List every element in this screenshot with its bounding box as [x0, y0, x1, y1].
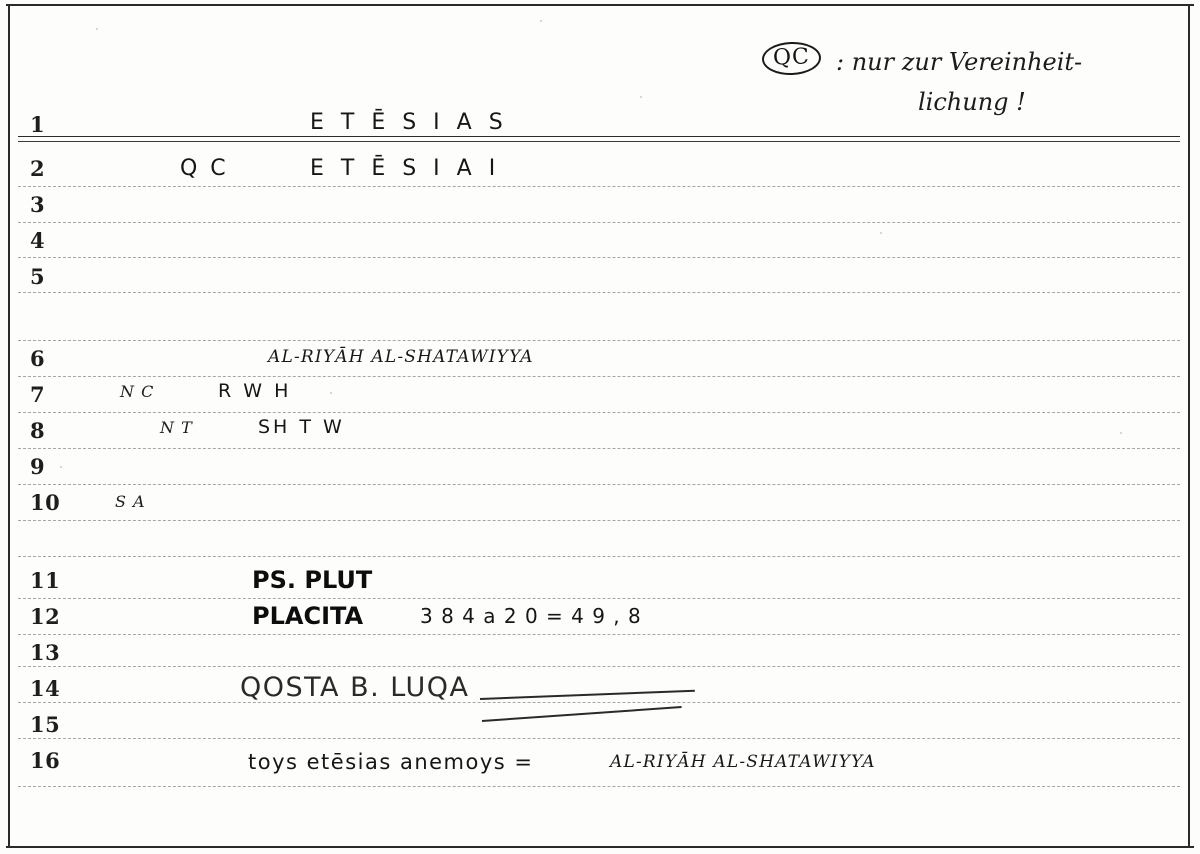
line-number-6: 6 [30, 346, 46, 371]
rule-line-4 [18, 257, 1180, 258]
entry-line-10-sigil-sa: S A [115, 492, 146, 511]
rule-line-8 [18, 448, 1180, 449]
entry-line-11-author: PS. PLUT [252, 566, 373, 594]
entry-line-16-arabic-equivalent: AL-RIYĀH AL-SHATAWIYYA [610, 752, 876, 772]
entry-line-6-arabic-transliteration: AL-RIYĀH AL-SHATAWIYYA [268, 347, 534, 367]
scan-speck [880, 232, 882, 234]
rule-line-14 [18, 702, 1180, 703]
entry-line-12-work-title: PLACITA [252, 602, 364, 630]
rule-line-9 [18, 484, 1180, 485]
entry-line-2-greek-plural: E T Ē S I A I [310, 156, 501, 181]
ink-dot-h [330, 392, 332, 394]
line-number-13: 13 [30, 640, 61, 665]
line-number-7: 7 [30, 382, 46, 407]
line-number-1: 1 [30, 112, 46, 137]
rule-line-7 [18, 412, 1180, 413]
rule-line-15 [18, 738, 1180, 739]
line-number-12: 12 [30, 604, 61, 629]
rule-line-5 [18, 292, 1180, 293]
entry-line-7-sigil-nc: N C [120, 382, 155, 401]
line-number-9: 9 [30, 454, 46, 479]
line-number-10: 10 [30, 490, 61, 515]
rule-line-5b [18, 340, 1180, 341]
rule-line-2 [18, 186, 1180, 187]
line-number-2: 2 [30, 156, 46, 181]
line-number-5: 5 [30, 264, 46, 289]
line-number-14: 14 [30, 676, 61, 701]
line-number-8: 8 [30, 418, 46, 443]
rule-line-3 [18, 222, 1180, 223]
entry-line-2-source-sigil: Q C [180, 156, 229, 181]
scan-speck [96, 28, 98, 30]
qc-circled-marker: QC [761, 41, 821, 76]
rule-line-10b [18, 556, 1180, 557]
rule-line-13 [18, 666, 1180, 667]
rule-line-11 [18, 598, 1180, 599]
line-number-4: 4 [30, 228, 46, 253]
rule-line-1b [18, 141, 1180, 142]
rule-line-1 [18, 136, 1180, 137]
card-border-top [6, 4, 1194, 6]
rule-line-6 [18, 376, 1180, 377]
card-border-bottom [6, 846, 1194, 848]
rule-line-10 [18, 520, 1180, 521]
pen-stroke-upper [480, 690, 695, 700]
entry-line-7-root-rwh: R W H [218, 380, 292, 402]
header-note-line-2: lichung ! [918, 88, 1026, 116]
line-number-3: 3 [30, 192, 46, 217]
line-number-16: 16 [30, 748, 61, 773]
entry-line-14-translator: QOSTA B. LUQA [240, 672, 470, 703]
rule-line-12 [18, 634, 1180, 635]
line-number-15: 15 [30, 712, 61, 737]
line-number-11: 11 [30, 568, 61, 593]
header-note-line-1: : nur zur Vereinheit- [836, 48, 1083, 76]
pen-stroke-lower [482, 706, 682, 722]
entry-line-12-citation: 3 8 4 a 2 0 = 4 9 , 8 [420, 604, 642, 628]
entry-line-8-root-shtw: SH T W [258, 416, 345, 438]
scan-speck [540, 20, 542, 22]
rule-line-16 [18, 786, 1180, 787]
scan-speck [640, 96, 642, 98]
entry-line-8-sigil-nt: N T [160, 418, 193, 437]
scan-speck [60, 466, 62, 468]
card-border-right [1188, 4, 1190, 848]
entry-line-16-greek-phrase: toys etēsias anemoys = [248, 750, 534, 774]
scan-speck [1120, 432, 1122, 434]
entry-line-1-greek-headword: E T Ē S I A S [310, 110, 508, 135]
card-border-left [8, 4, 10, 848]
